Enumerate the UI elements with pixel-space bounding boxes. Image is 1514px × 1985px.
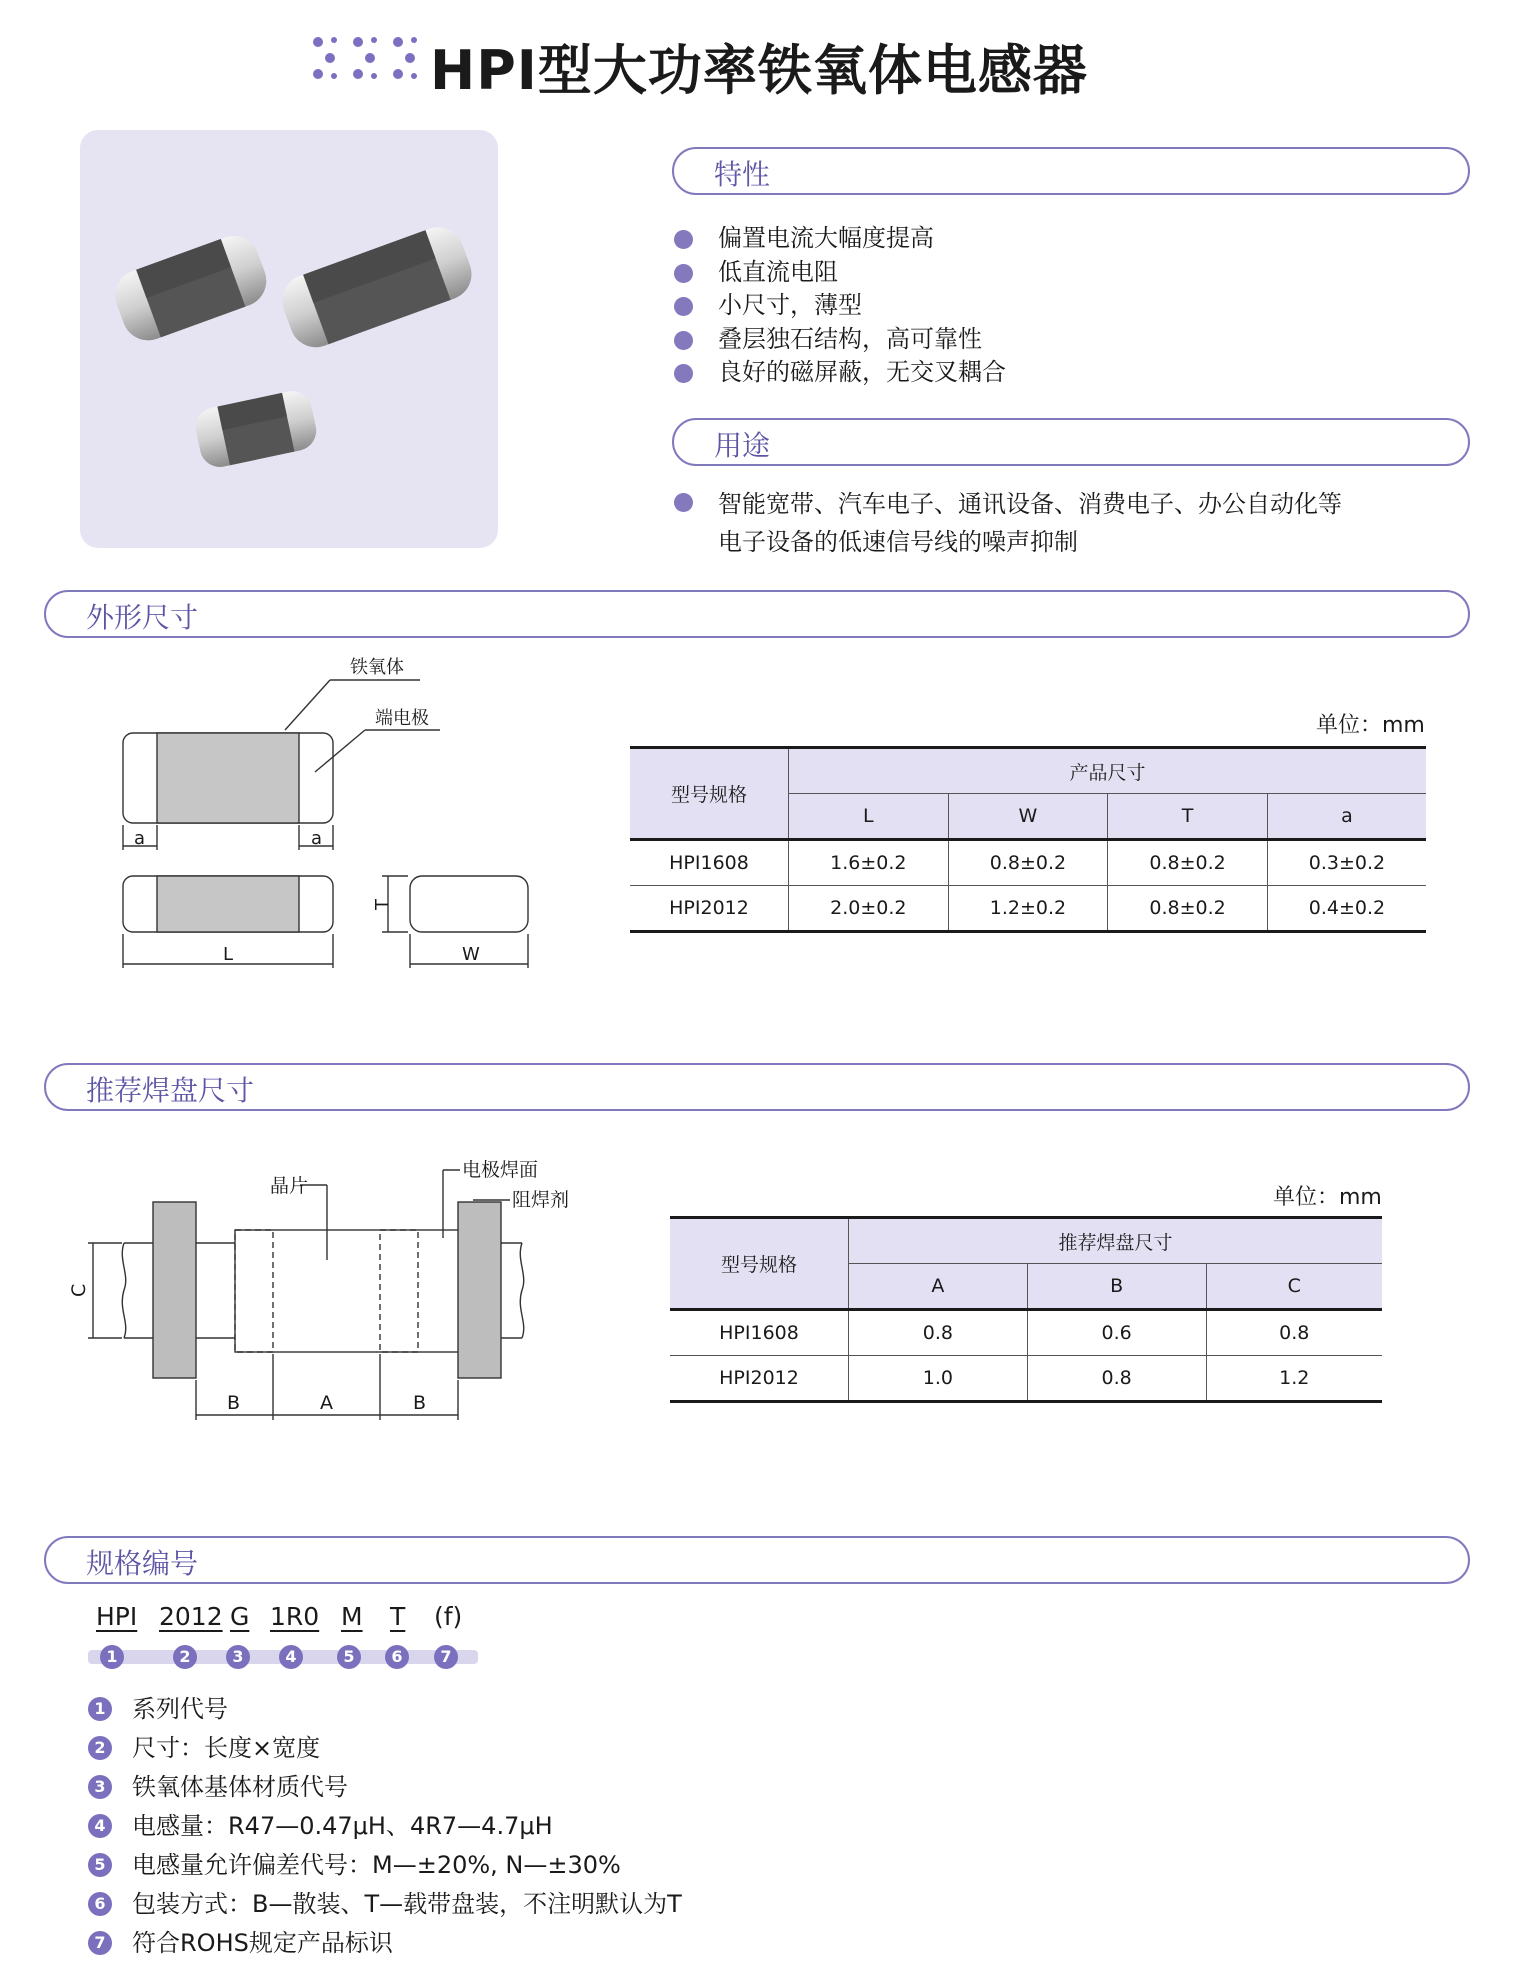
legend-text: 电感量允许偏差代号：M—±20%, N—±30%	[132, 1851, 621, 1879]
code-number-badge: 2	[173, 1645, 197, 1669]
dimensions-heading: 外形尺寸	[86, 601, 199, 634]
cell-model: HPI2012	[670, 1356, 849, 1402]
legend-text: 系列代号	[132, 1695, 228, 1723]
code-number-badge: 5	[337, 1645, 361, 1669]
legend-item	[88, 1807, 682, 1846]
dim-B-right: B	[413, 1392, 427, 1414]
pad-table	[670, 1216, 1382, 1403]
table-row	[630, 840, 1426, 886]
legend-number-badge: 5	[88, 1853, 112, 1877]
legend-item	[88, 1924, 682, 1963]
legend-text: 包装方式：B—散装、T—载带盘装，不注明默认为T	[132, 1890, 682, 1918]
application-line: 电子设备的低速信号线的噪声抑制	[718, 528, 1078, 556]
legend-number-badge: 6	[88, 1892, 112, 1916]
pad-section-header	[44, 1063, 1470, 1111]
dim-C: C	[68, 1283, 90, 1297]
code-segment: (f)	[434, 1602, 463, 1631]
pad-drawing	[60, 1150, 620, 1430]
chip-component-1	[108, 229, 274, 348]
label-electrode-face: 电极焊面	[462, 1159, 539, 1181]
cell-model: HPI1608	[630, 840, 789, 886]
legend-number-badge: 3	[88, 1775, 112, 1799]
part-number-legend	[88, 1690, 682, 1963]
code-segment: G	[230, 1602, 250, 1631]
code-segment: 1R0	[270, 1602, 320, 1631]
legend-number-badge: 2	[88, 1736, 112, 1760]
dim-B-left: B	[227, 1392, 241, 1414]
dimensions-section-header	[44, 590, 1470, 638]
code-number-badge: 4	[279, 1645, 303, 1669]
cell: 1.0	[849, 1356, 1028, 1402]
legend-item	[88, 1690, 682, 1729]
part-number-heading: 规格编号	[86, 1547, 199, 1580]
product-photo	[80, 130, 498, 548]
legend-text: 铁氧体基体材质代号	[132, 1773, 348, 1801]
col-model: 型号规格	[670, 1218, 849, 1310]
table-row	[630, 886, 1426, 932]
code-segment: 2012	[159, 1602, 223, 1631]
col-group: 推荐焊盘尺寸	[849, 1218, 1383, 1264]
col-header: W	[948, 794, 1108, 840]
features-list	[674, 222, 1006, 390]
cell: 0.8±0.2	[948, 840, 1108, 886]
dimensions-table	[630, 746, 1426, 933]
col-header: L	[789, 794, 949, 840]
legend-item	[88, 1768, 682, 1807]
col-header: B	[1027, 1264, 1206, 1310]
legend-number-badge: 7	[88, 1931, 112, 1955]
table-row	[670, 1356, 1382, 1402]
cell: 0.8	[849, 1310, 1028, 1356]
features-heading: 特性	[714, 158, 771, 191]
cell: 0.6	[1027, 1310, 1206, 1356]
application-line: 智能宽带、汽车电子、通讯设备、消费电子、办公自动化等	[674, 485, 1342, 523]
dim-A: A	[320, 1392, 333, 1414]
cell: 0.8	[1027, 1356, 1206, 1402]
label-solder-resist: 阻焊剂	[512, 1189, 570, 1211]
dim-T: T	[372, 899, 393, 910]
cell: 0.3±0.2	[1267, 840, 1426, 886]
applications-section-header	[672, 418, 1470, 466]
legend-text: 电感量：R47—0.47μH、4R7—4.7μH	[132, 1812, 553, 1840]
code-segment: M	[341, 1602, 363, 1631]
pad-unit: 单位：mm	[1273, 1185, 1382, 1210]
feature-item: 良好的磁屏蔽，无交叉耦合	[674, 356, 1006, 390]
cell-model: HPI2012	[630, 886, 789, 932]
applications-list	[674, 485, 1342, 561]
features-section-header	[672, 147, 1470, 195]
cell: 2.0±0.2	[789, 886, 949, 932]
col-model: 型号规格	[630, 748, 789, 840]
legend-text: 符合ROHS规定产品标识	[132, 1929, 393, 1957]
code-number-badge: 7	[434, 1645, 458, 1669]
feature-item: 小尺寸，薄型	[674, 289, 1006, 323]
col-header: T	[1108, 794, 1268, 840]
label-ferrite: 铁氧体	[350, 657, 404, 678]
code-number-badge: 6	[385, 1645, 409, 1669]
legend-item	[88, 1729, 682, 1768]
code-segment: T	[390, 1602, 406, 1631]
col-header: a	[1267, 794, 1426, 840]
part-number-section-header	[44, 1536, 1470, 1584]
pad-heading: 推荐焊盘尺寸	[86, 1074, 255, 1107]
cell-model: HPI1608	[670, 1310, 849, 1356]
dim-a-left: a	[134, 828, 146, 849]
applications-heading: 用途	[714, 429, 771, 462]
code-segment: HPI	[96, 1602, 138, 1631]
col-header: A	[849, 1264, 1028, 1310]
feature-item: 叠层独石结构，高可靠性	[674, 323, 1006, 357]
code-number-badge: 1	[100, 1645, 124, 1669]
dimensions-unit: 单位：mm	[1316, 713, 1425, 738]
dim-a-right: a	[311, 828, 323, 849]
arrow-dots-icon	[312, 32, 430, 84]
legend-text: 尺寸：长度×宽度	[132, 1734, 321, 1762]
cell: 0.8±0.2	[1108, 840, 1268, 886]
chip-component-2	[275, 220, 479, 355]
dim-L: L	[223, 944, 234, 965]
col-header: C	[1206, 1264, 1382, 1310]
label-electrode: 端电极	[375, 708, 429, 729]
table-row	[670, 1310, 1382, 1356]
col-group: 产品尺寸	[789, 748, 1427, 794]
feature-item: 低直流电阻	[674, 256, 1006, 290]
label-chip: 晶片	[270, 1175, 309, 1197]
legend-number-badge: 4	[88, 1814, 112, 1838]
cell: 1.2±0.2	[948, 886, 1108, 932]
dimension-drawing	[110, 650, 550, 980]
cell: 0.8	[1206, 1310, 1382, 1356]
code-number-badge: 3	[226, 1645, 250, 1669]
feature-item: 偏置电流大幅度提高	[674, 222, 1006, 256]
page-title: HPI型大功率铁氧体电感器	[430, 39, 1088, 102]
cell: 0.4±0.2	[1267, 886, 1426, 932]
cell: 1.6±0.2	[789, 840, 949, 886]
legend-number-badge: 1	[88, 1697, 112, 1721]
chip-component-3	[192, 387, 320, 470]
cell: 0.8±0.2	[1108, 886, 1268, 932]
legend-item	[88, 1846, 682, 1885]
dim-W: W	[462, 944, 480, 965]
legend-item	[88, 1885, 682, 1924]
cell: 1.2	[1206, 1356, 1382, 1402]
